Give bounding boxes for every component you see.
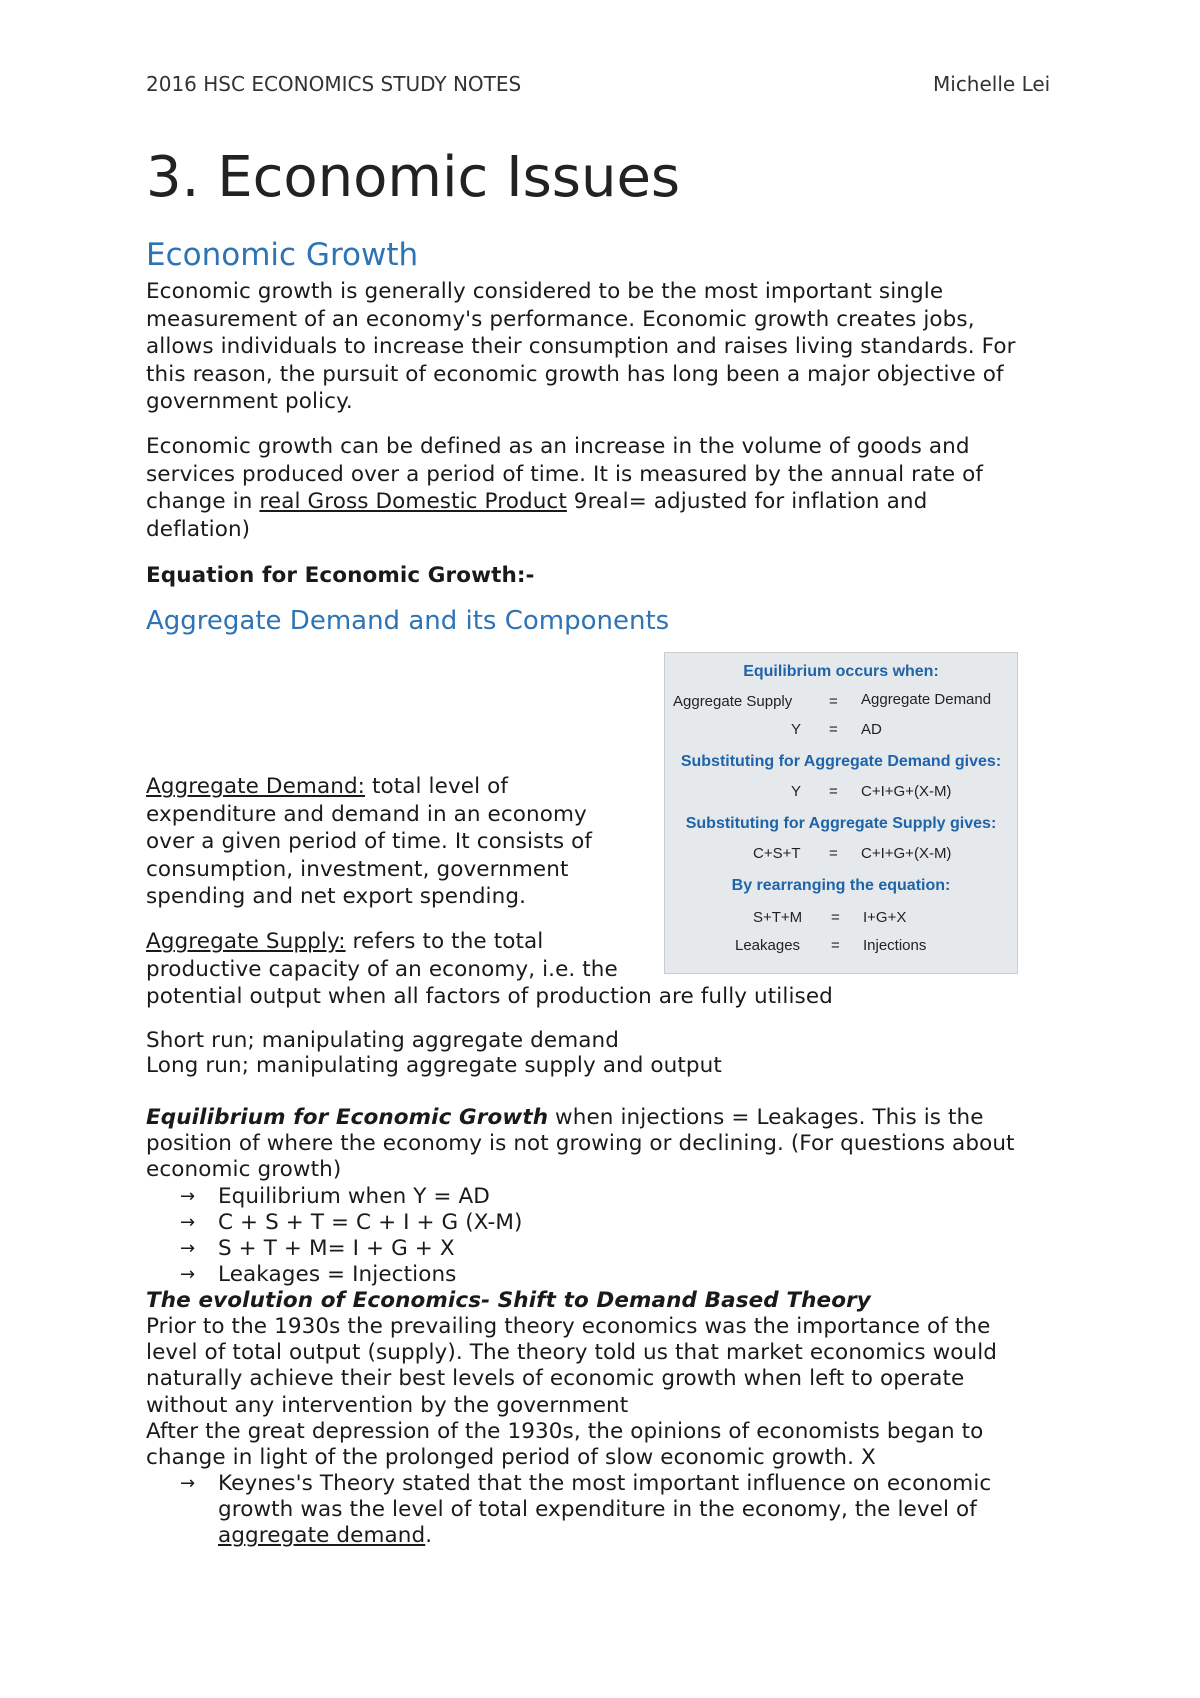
text-line: over a given period of time. It consists of (146, 829, 593, 854)
term-aggregate-demand: Aggregate Demand: (146, 774, 366, 799)
figure-cell: AD (861, 721, 882, 738)
text-line: change in light of the prolonged period of slow economic growth. X (146, 1445, 876, 1471)
text-line: Keynes's Theory stated that the most important influence on economic (218, 1471, 992, 1496)
list-item: C + S + T = C + I + G (X-M) (218, 1210, 523, 1235)
term-real-gdp: real Gross Domestic Product (259, 489, 567, 514)
equilibrium-equations-figure (664, 652, 1018, 974)
run-notes (146, 1028, 722, 1078)
figure-cell: = (831, 909, 840, 926)
paragraph-growth-importance (146, 278, 1016, 416)
figure-cell: I+G+X (863, 909, 907, 926)
long-run-note: Long run; manipulating aggregate supply and output (146, 1053, 722, 1078)
short-run-note: Short run; manipulating aggregate demand (146, 1028, 619, 1053)
text-line (218, 1523, 991, 1549)
figure-cell: S+T+M (753, 909, 803, 926)
text-line: measurement of an economy's performance. Economic growth creates jobs, (146, 306, 975, 332)
figure-cell: Leakages (735, 937, 801, 954)
text-span: . (425, 1523, 433, 1548)
page-title: 3. Economic Issues (146, 145, 681, 210)
arrow-icon: → (180, 1212, 196, 1233)
text-span: 9real= adjusted for inflation and (566, 489, 928, 514)
list-item: Equilibrium when Y = AD (218, 1184, 490, 1209)
text-line: position of where the economy is not growing or declining. (For questions about (146, 1131, 1015, 1156)
figure-heading: Substituting for Aggregate Supply gives: (685, 815, 997, 832)
term-aggregate-supply: Aggregate Supply: (146, 929, 346, 954)
figure-heading: Equilibrium occurs when: (743, 663, 939, 680)
figure-cell: Injections (863, 937, 927, 954)
text-line: deflation) (146, 516, 251, 542)
text-line: Prior to the 1930s the prevailing theory economics was the importance of the (146, 1314, 991, 1339)
text-line (146, 773, 592, 801)
figure-cell: C+I+G+(X-M) (861, 845, 952, 862)
figure-cell: C+S+T (753, 845, 801, 862)
text-span: when injections = Leakages. This is the (548, 1105, 984, 1130)
figure-heading: Substituting for Aggregate Demand gives: (680, 753, 1002, 770)
list-item: Leakages = Injections (218, 1262, 457, 1287)
text-line: potential output when all factors of production are fully utilised (146, 984, 833, 1009)
figure-cell: = (829, 845, 838, 862)
text-line: growth was the level of total expenditure in the economy, the level of (218, 1497, 977, 1522)
text-line: without any intervention by the government (146, 1392, 629, 1418)
equilibrium-bullet-list (0, 1184, 1200, 1288)
list-item: S + T + M= I + G + X (218, 1236, 455, 1261)
text-line: services produced over a period of time. It is measured by the annual rate of (146, 461, 984, 487)
keynes-text (218, 1471, 991, 1549)
text-line: government policy. (146, 389, 353, 414)
header-left: 2016 HSC ECONOMICS STUDY NOTES (146, 72, 522, 96)
keynes-bullet (0, 1471, 1200, 1551)
text-line: Economic growth is generally considered to be the most important single (146, 279, 944, 304)
figure-cell: C+I+G+(X-M) (861, 783, 952, 800)
figure-cell: Y (791, 721, 802, 738)
paragraph-equilibrium (146, 1105, 1015, 1183)
text-line: this reason, the pursuit of economic growth has long been a major objective of (146, 361, 1004, 387)
text-line: consumption, investment, government (146, 856, 569, 882)
arrow-icon: → (180, 1473, 196, 1494)
figure-cell: = (829, 693, 838, 710)
figure-heading: By rearranging the equation: (731, 877, 951, 894)
paragraph-aggregate-demand (146, 773, 592, 911)
term-equilibrium: Equilibrium for Economic Growth (146, 1105, 549, 1130)
text-span: total level of (365, 774, 509, 799)
text-line (146, 928, 833, 956)
text-line: expenditure and demand in an economy (146, 801, 587, 827)
text-line: naturally achieve their best levels of economic growth when left to operate (146, 1366, 965, 1392)
figure-cell: Y (791, 783, 802, 800)
paragraph-growth-definition (146, 433, 983, 543)
text-line: spending and net export spending. (146, 884, 527, 909)
heading-aggregate-demand: Aggregate Demand and its Components (146, 606, 670, 636)
equation-label: Equation for Economic Growth:- (146, 563, 535, 588)
text-span: change in (146, 489, 260, 514)
term-aggregate-demand-link: aggregate demand (218, 1523, 426, 1548)
figure-cell: Aggregate Supply (673, 693, 793, 710)
arrow-icon: → (180, 1238, 196, 1259)
text-line (146, 1105, 1015, 1131)
heading-economic-growth: Economic Growth (146, 237, 419, 273)
figure-cell: Aggregate Demand (861, 691, 992, 708)
figure-cell: = (829, 783, 838, 800)
heading-evolution: The evolution of Economics- Shift to Demand Based Theory (146, 1288, 871, 1313)
paragraph-aggregate-supply (146, 928, 833, 1011)
arrow-icon: → (180, 1186, 196, 1207)
text-line (146, 488, 983, 516)
header-author: Michelle Lei (933, 72, 1051, 96)
figure-cell: = (831, 937, 840, 954)
paragraph-evolution (146, 1314, 997, 1471)
text-line: economic growth) (146, 1157, 342, 1182)
text-line: Economic growth can be defined as an increase in the volume of goods and (146, 434, 970, 459)
arrow-icon: → (180, 1264, 196, 1285)
text-line: allows individuals to increase their consumption and raises living standards. For (146, 334, 1016, 359)
text-line: After the great depression of the 1930s, the opinions of economists began to (146, 1418, 984, 1444)
text-line: productive capacity of an economy, i.e. the (146, 956, 618, 982)
text-span: refers to the total (345, 929, 544, 954)
figure-cell: = (829, 721, 838, 738)
text-line: level of total output (supply). The theory told us that market economics would (146, 1340, 998, 1366)
